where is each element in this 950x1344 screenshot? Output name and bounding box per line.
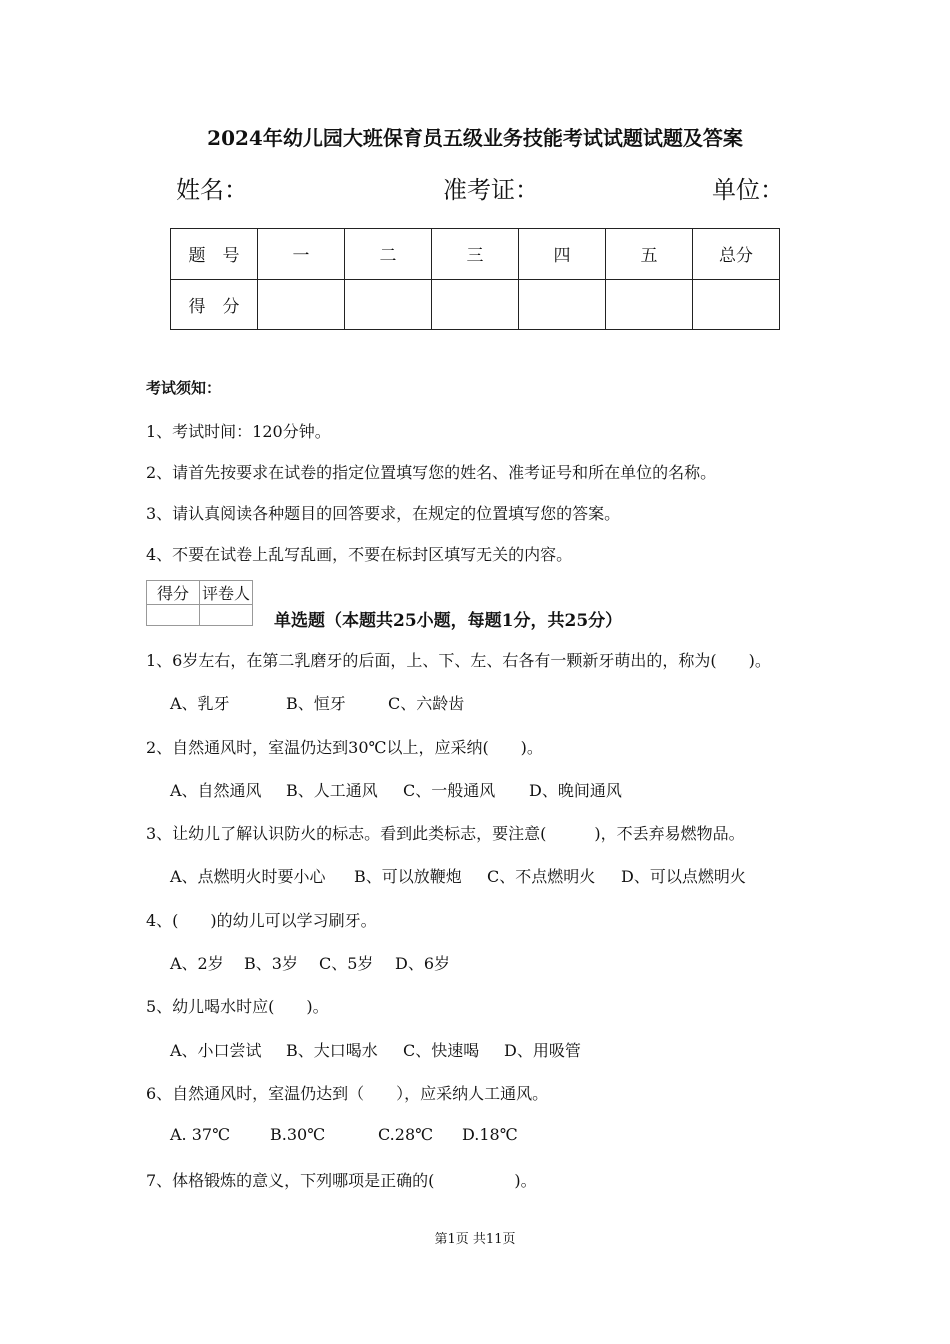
question-text: 6、自然通风时，室温仍达到（ ），应采纳人工通风。 xyxy=(146,1084,549,1103)
exam-number-field-label: 准考证： xyxy=(443,176,539,204)
option: A、乳牙 xyxy=(170,694,230,713)
question-text: 5、幼儿喝水时应( )。 xyxy=(146,997,329,1016)
name-field-label: 姓名： xyxy=(176,176,248,204)
score-table-header-cell: 五 xyxy=(606,229,693,280)
option: C、快速喝 xyxy=(403,1041,480,1060)
option: A. 37℃ xyxy=(170,1125,230,1144)
score-cell[interactable] xyxy=(606,279,693,330)
option: D、晚间通风 xyxy=(529,781,622,800)
option: B、人工通风 xyxy=(286,781,378,800)
option: C、一般通风 xyxy=(403,781,496,800)
grader-score-cell[interactable] xyxy=(147,605,200,626)
question-text: 4、( )的幼儿可以学习刷牙。 xyxy=(146,911,377,930)
score-row-label: 得 分 xyxy=(171,279,258,330)
score-table-header-cell: 二 xyxy=(345,229,432,280)
option: D.18℃ xyxy=(462,1125,518,1144)
option: B、恒牙 xyxy=(286,694,346,713)
score-table-header-cell: 总分 xyxy=(693,229,780,280)
option: A、小口尝试 xyxy=(170,1041,262,1060)
option: C、不点燃明火 xyxy=(487,867,596,886)
score-table-header-cell: 四 xyxy=(519,229,606,280)
option: D、用吸管 xyxy=(504,1041,581,1060)
option: A、点燃明火时要小心 xyxy=(170,867,326,886)
grader-table xyxy=(146,580,253,626)
page-title: 2024年幼儿园大班保育员五级业务技能考试试题试题及答案 xyxy=(207,126,743,150)
option: B、大口喝水 xyxy=(286,1041,378,1060)
option: C、六龄齿 xyxy=(388,694,465,713)
score-table xyxy=(170,228,780,330)
score-cell[interactable] xyxy=(258,279,345,330)
option: C.28℃ xyxy=(378,1125,434,1144)
notice-item: 2、请首先按要求在试卷的指定位置填写您的姓名、准考证号和所在单位的名称。 xyxy=(146,463,717,482)
notice-item: 4、不要在试卷上乱写乱画，不要在标封区填写无关的内容。 xyxy=(146,545,573,564)
option: B.30℃ xyxy=(270,1125,326,1144)
option: A、2岁 xyxy=(170,954,224,973)
score-table-header-cell: 一 xyxy=(258,229,345,280)
option: A、自然通风 xyxy=(170,781,262,800)
option: C、5岁 xyxy=(319,954,374,973)
page-footer: 第1页 共11页 xyxy=(434,1232,516,1247)
score-table-score-row xyxy=(171,279,780,330)
score-cell[interactable] xyxy=(693,279,780,330)
grader-reviewer-label: 评卷人 xyxy=(200,581,253,605)
option: B、3岁 xyxy=(244,954,298,973)
notice-title: 考试须知： xyxy=(146,379,222,397)
notice-item: 3、请认真阅读各种题目的回答要求，在规定的位置填写您的答案。 xyxy=(146,504,621,523)
question-text: 2、自然通风时，室温仍达到30℃以上，应采纳( )。 xyxy=(146,738,543,757)
score-table-header-cell: 三 xyxy=(432,229,519,280)
score-cell[interactable] xyxy=(432,279,519,330)
score-table-header-cell: 题 号 xyxy=(171,229,258,280)
score-cell[interactable] xyxy=(519,279,606,330)
section-title: 单选题（本题共25小题，每题1分，共25分） xyxy=(274,611,623,631)
question-text: 1、6岁左右，在第二乳磨牙的后面，上、下、左、右各有一颗新牙萌出的，称为( )。 xyxy=(146,651,771,670)
option: D、可以点燃明火 xyxy=(621,867,746,886)
option: B、可以放鞭炮 xyxy=(354,867,462,886)
question-text: 7、体格锻炼的意义，下列哪项是正确的( )。 xyxy=(146,1171,537,1190)
grader-score-label: 得分 xyxy=(147,581,200,605)
unit-field-label: 单位： xyxy=(712,176,784,204)
question-text: 3、让幼儿了解认识防火的标志。看到此类标志，要注意( )，不丢弃易燃物品。 xyxy=(146,824,745,843)
grader-reviewer-cell[interactable] xyxy=(200,605,253,626)
score-cell[interactable] xyxy=(345,279,432,330)
option: D、6岁 xyxy=(395,954,451,973)
notice-item: 1、考试时间：120分钟。 xyxy=(146,422,331,441)
score-table-header-row xyxy=(171,229,780,280)
